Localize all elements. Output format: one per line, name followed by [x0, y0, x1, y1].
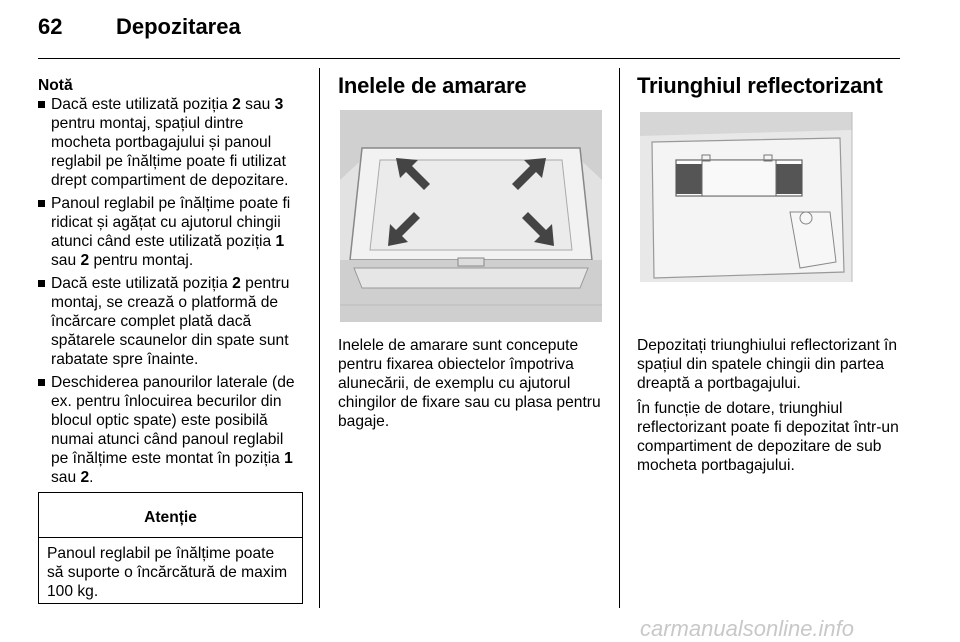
column-divider-1 [319, 68, 320, 608]
warning-text: Panoul reglabil pe înălțime poate să suporte o încărcătură de maxim 100 kg. [47, 545, 288, 600]
watermark: carmanualsonline.info [640, 616, 855, 641]
page-number: 62 [38, 14, 63, 39]
note-item-4: Deschiderea panourilor laterale (de ex. pentru înlocuirea becurilor din blocul optic spate) este posibilă numai atunci când panoul reglabil pe înălțime este montat în poziția 1 sau 2. [38, 373, 302, 487]
note-title: Notă [38, 77, 73, 94]
warning-triangle-text [637, 336, 905, 481]
lashing-eyes-text [338, 336, 606, 437]
bullet-square-icon [38, 200, 45, 207]
note-item-3: Dacă este utilizată poziția 2 pentru montaj, se crează o platformă de încărcare complet plată dacă spătarele scaunelor din spate sunt rabatate spre înainte. [38, 274, 302, 369]
warning-triangle-illustration [640, 112, 902, 322]
page-header [38, 14, 241, 40]
warning-triangle-paragraph-2: În funcție de dotare, triunghiul reflectorizant poate fi depozitat într-un compartiment de depozitare de sub mocheta portbagajului. [637, 400, 899, 474]
section-heading-warning-triangle: Triunghiul reflectorizant [637, 73, 883, 98]
column-divider-2 [619, 68, 620, 608]
note-section [38, 76, 302, 491]
warning-box [38, 492, 303, 604]
bullet-square-icon [38, 101, 45, 108]
middle-heading-wrap [338, 73, 606, 98]
warning-triangle-paragraph-1: Depozitați triunghiului reflectorizant în spațiul din spatele chingii din partea dreaptă a portbagajului. [637, 337, 898, 392]
lashing-eyes-paragraph: Inelele de amarare sunt concepute pentru fixarea obiectelor împotriva alunecării, de exemplu cu ajutorul chingilor de fixare sau cu plasa pentru bagaje. [338, 337, 601, 430]
note-item-1: Dacă este utilizată poziția 2 sau 3 pentru montaj, spațiul dintre mocheta portbagajului și panoul reglabil pe înălțime poate fi utilizat drept compartiment de depozitare. [38, 95, 302, 190]
header-rule [38, 58, 900, 59]
note-item-2: Panoul reglabil pe înălțime poate fi ridicat și agățat cu ajutorul chingii atunci când este utilizată poziția 1 sau 2 pentru montaj. [38, 194, 302, 270]
right-heading-wrap [637, 73, 907, 98]
section-heading-lashing-eyes: Inelele de amarare [338, 73, 527, 98]
page-title: Depozitarea [116, 14, 241, 39]
lashing-eyes-illustration [340, 110, 602, 322]
warning-title: Atenție [39, 493, 302, 538]
bullet-square-icon [38, 379, 45, 386]
note-list [38, 95, 302, 487]
bullet-square-icon [38, 280, 45, 287]
